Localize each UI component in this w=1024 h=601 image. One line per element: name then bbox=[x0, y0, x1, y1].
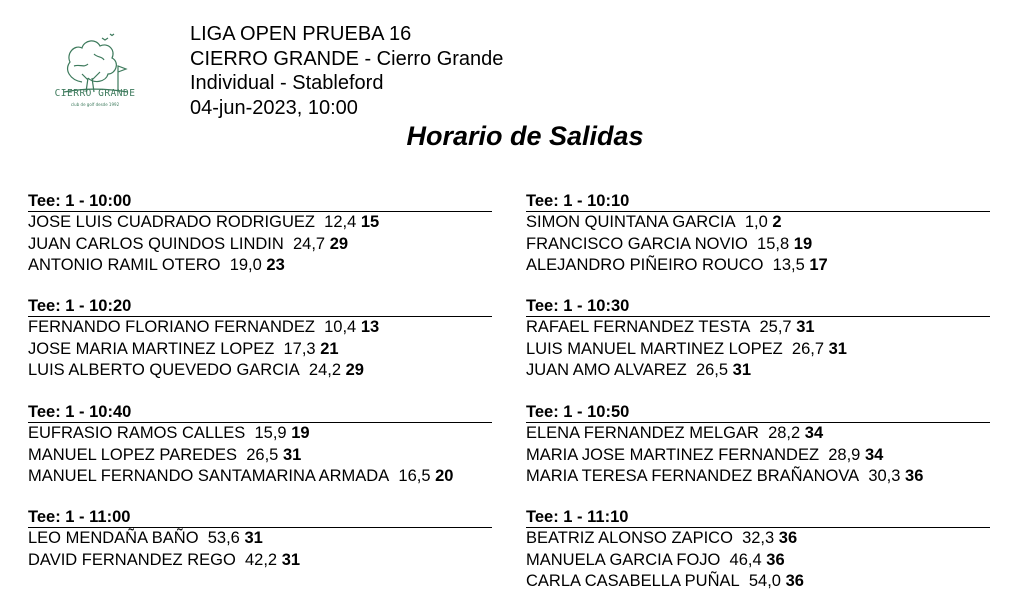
tee-time-header: Tee: 1 - 10:50 bbox=[526, 403, 990, 423]
player-row bbox=[28, 317, 492, 339]
event-header bbox=[190, 22, 503, 120]
player-name: SIMON QUINTANA GARCIA bbox=[526, 213, 736, 231]
player-name: JUAN AMO ALVAREZ bbox=[526, 361, 687, 379]
player-name: EUFRASIO RAMOS CALLES bbox=[28, 424, 246, 442]
course-name: CIERRO GRANDE - Cierro Grande bbox=[190, 47, 504, 70]
page-title: Horario de Salidas bbox=[406, 121, 644, 151]
player-row bbox=[28, 445, 492, 467]
player-handicap: 16,5 bbox=[398, 467, 431, 485]
player-name: CARLA CASABELLA PUÑAL bbox=[526, 572, 740, 590]
player-playing-handicap: 23 bbox=[266, 256, 285, 274]
player-name: MANUEL FERNANDO SANTAMARINA ARMADA bbox=[28, 467, 390, 485]
player-handicap: 26,5 bbox=[246, 445, 279, 464]
player-playing-handicap: 29 bbox=[329, 234, 349, 253]
player-handicap: 12,4 bbox=[324, 213, 357, 231]
player-playing-handicap: 13 bbox=[360, 318, 380, 336]
player-row bbox=[28, 255, 492, 277]
game-format: Individual - Stableford bbox=[190, 72, 384, 94]
player-handicap: 54,0 bbox=[748, 572, 781, 590]
player-row bbox=[28, 212, 492, 234]
logo-name: CIERRO GRANDE bbox=[54, 88, 136, 99]
tee-time-header: Tee: 1 - 10:00 bbox=[28, 192, 492, 212]
player-playing-handicap: 19 bbox=[291, 424, 310, 442]
player-row bbox=[526, 255, 990, 277]
tee-group bbox=[526, 297, 990, 382]
tee-group bbox=[28, 297, 492, 382]
player-playing-handicap: 31 bbox=[282, 445, 302, 464]
tee-time-header: Tee: 1 - 10:10 bbox=[526, 192, 990, 212]
player-playing-handicap: 19 bbox=[793, 234, 813, 253]
tee-group bbox=[28, 508, 492, 571]
player-handicap: 28,9 bbox=[828, 445, 861, 464]
tee-time-header: Tee: 1 - 10:40 bbox=[28, 403, 492, 423]
player-handicap: 26,5 bbox=[695, 361, 729, 379]
player-handicap: 1,0 bbox=[744, 213, 768, 231]
player-playing-handicap: 36 bbox=[905, 467, 924, 485]
tee-group bbox=[526, 403, 990, 488]
player-row bbox=[28, 550, 492, 572]
player-row bbox=[28, 528, 492, 550]
player-playing-handicap: 20 bbox=[435, 467, 454, 485]
player-row bbox=[526, 423, 990, 445]
player-name: DAVID FERNANDEZ REGO bbox=[28, 550, 236, 569]
player-name: ANTONIO RAMIL OTERO bbox=[28, 256, 221, 274]
player-row bbox=[526, 360, 990, 382]
player-name: LUIS ALBERTO QUEVEDO GARCIA bbox=[28, 361, 300, 379]
player-name: JUAN CARLOS QUINDOS LINDIN bbox=[28, 234, 284, 253]
player-name: LEO MENDAÑA BAÑO bbox=[28, 529, 199, 547]
player-name: MANUEL LOPEZ PAREDES bbox=[28, 445, 238, 464]
player-row bbox=[526, 550, 990, 572]
player-handicap: 53,6 bbox=[207, 529, 240, 547]
player-playing-handicap: 31 bbox=[796, 318, 815, 336]
player-row bbox=[526, 466, 990, 488]
player-handicap: 28,2 bbox=[768, 424, 801, 442]
tee-time-header: Tee: 1 - 11:00 bbox=[28, 508, 492, 528]
player-handicap: 24,7 bbox=[292, 234, 326, 253]
tee-group bbox=[28, 403, 492, 488]
player-playing-handicap: 21 bbox=[320, 339, 339, 358]
player-row bbox=[28, 234, 492, 256]
player-row bbox=[526, 571, 990, 593]
player-handicap: 46,4 bbox=[729, 550, 762, 569]
player-name: BEATRIZ ALONSO ZAPICO bbox=[526, 529, 733, 547]
club-logo bbox=[44, 30, 144, 122]
player-playing-handicap: 34 bbox=[804, 424, 824, 442]
player-playing-handicap: 2 bbox=[772, 213, 782, 231]
player-name: ALEJANDRO PIÑEIRO ROUCO bbox=[526, 256, 764, 274]
player-name: MARIA JOSE MARTINEZ FERNANDEZ bbox=[526, 445, 820, 464]
player-handicap: 13,5 bbox=[772, 256, 805, 274]
player-playing-handicap: 31 bbox=[281, 550, 301, 569]
player-name: FRANCISCO GARCIA NOVIO bbox=[526, 234, 748, 253]
tee-group bbox=[526, 508, 990, 593]
player-row bbox=[526, 317, 990, 339]
logo-tagline: club de golf desde 1992 bbox=[70, 102, 120, 107]
player-row bbox=[526, 528, 990, 550]
player-row bbox=[28, 423, 492, 445]
tee-time-header: Tee: 1 - 10:30 bbox=[526, 297, 990, 317]
player-handicap: 19,0 bbox=[229, 256, 262, 274]
player-name: JOSE MARIA MARTINEZ LOPEZ bbox=[28, 339, 275, 358]
player-name: MANUELA GARCIA FOJO bbox=[526, 550, 721, 569]
player-playing-handicap: 34 bbox=[864, 445, 884, 464]
player-row bbox=[526, 445, 990, 467]
player-playing-handicap: 31 bbox=[828, 339, 847, 358]
player-handicap: 26,7 bbox=[791, 339, 825, 358]
player-playing-handicap: 31 bbox=[244, 529, 263, 547]
player-handicap: 24,2 bbox=[308, 361, 342, 379]
player-playing-handicap: 36 bbox=[785, 572, 804, 590]
player-row bbox=[28, 466, 492, 488]
player-handicap: 10,4 bbox=[324, 318, 357, 336]
player-name: LUIS MANUEL MARTINEZ LOPEZ bbox=[526, 339, 783, 358]
player-playing-handicap: 36 bbox=[778, 529, 798, 547]
player-playing-handicap: 17 bbox=[809, 256, 828, 274]
tee-group bbox=[28, 192, 492, 277]
player-playing-handicap: 31 bbox=[732, 361, 752, 379]
player-playing-handicap: 29 bbox=[345, 361, 364, 379]
tee-time-header: Tee: 1 - 11:10 bbox=[526, 508, 990, 528]
player-playing-handicap: 36 bbox=[766, 550, 785, 569]
player-row bbox=[526, 212, 990, 234]
player-row bbox=[526, 339, 990, 361]
player-handicap: 42,2 bbox=[244, 550, 278, 569]
player-name: ELENA FERNANDEZ MELGAR bbox=[526, 424, 759, 442]
tee-time-header: Tee: 1 - 10:20 bbox=[28, 297, 492, 317]
player-name: MARIA TERESA FERNANDEZ BRAÑANOVA bbox=[526, 467, 860, 485]
player-handicap: 15,8 bbox=[757, 234, 790, 253]
player-handicap: 32,3 bbox=[742, 529, 775, 547]
player-row bbox=[526, 234, 990, 256]
player-row bbox=[28, 339, 492, 361]
event-datetime: 04-jun-2023, 10:00 bbox=[190, 96, 358, 119]
player-handicap: 15,9 bbox=[254, 424, 287, 442]
player-name: JOSE LUIS CUADRADO RODRIGUEZ bbox=[28, 213, 315, 231]
player-name: RAFAEL FERNANDEZ TESTA bbox=[526, 318, 751, 336]
player-handicap: 30,3 bbox=[868, 467, 901, 485]
player-handicap: 17,3 bbox=[283, 339, 316, 358]
player-handicap: 25,7 bbox=[759, 318, 792, 336]
tee-group bbox=[526, 192, 990, 277]
competition-name: LIGA OPEN PRUEBA 16 bbox=[190, 23, 412, 45]
tree-icon bbox=[44, 30, 144, 122]
player-row bbox=[28, 360, 492, 382]
player-playing-handicap: 15 bbox=[360, 213, 380, 231]
player-name: FERNANDO FLORIANO FERNANDEZ bbox=[28, 318, 315, 336]
